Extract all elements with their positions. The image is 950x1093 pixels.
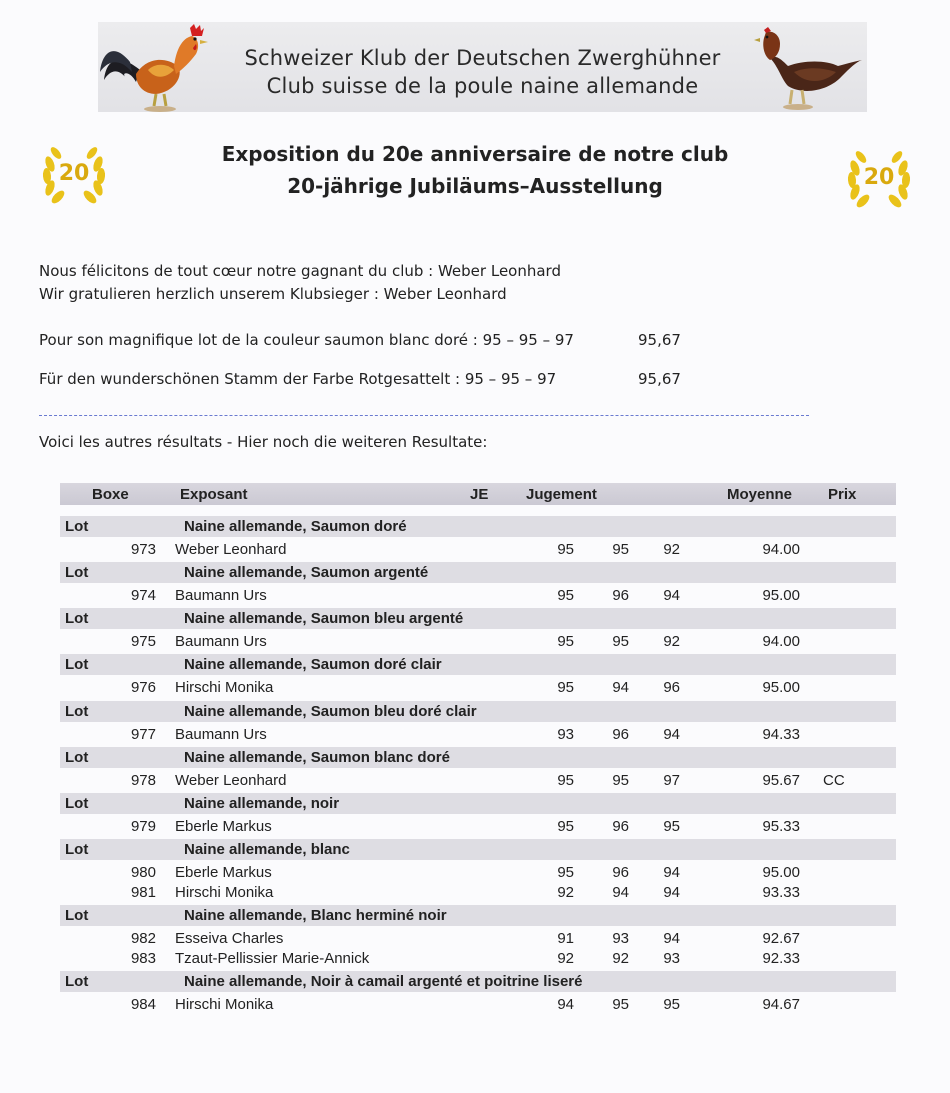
rooster-image <box>100 22 210 112</box>
row-exposant: Esseiva Charles <box>175 930 284 947</box>
row-boxe: 976 <box>130 679 156 696</box>
table-row <box>60 996 896 1016</box>
row-exposant: Eberle Markus <box>175 864 272 881</box>
row-exposant: Hirschi Monika <box>175 884 274 901</box>
congrats-de: Wir gratulieren herzlich unserem Klubsieger : Weber Leonhard <box>39 285 507 303</box>
row-boxe: 979 <box>130 818 156 835</box>
congrats-fr: Nous félicitons de tout cœur notre gagnant du club : Weber Leonhard <box>39 262 561 280</box>
lot-label: Lot <box>65 907 89 924</box>
table-row <box>60 587 896 607</box>
row-moyenne: 92.67 <box>762 930 800 947</box>
lot-label: Lot <box>65 610 89 627</box>
lot-header <box>60 562 896 583</box>
table-row <box>60 633 896 653</box>
lot-header <box>60 747 896 768</box>
lot-title: Naine allemande, Saumon bleu doré clair <box>184 703 477 720</box>
row-judge-1: 92 <box>557 884 574 901</box>
divider <box>39 415 809 416</box>
lot-label: Lot <box>65 656 89 673</box>
header-boxe: Boxe <box>92 486 129 503</box>
lot-title: Naine allemande, Saumon doré clair <box>184 656 442 673</box>
lot-header <box>60 654 896 675</box>
row-judge-3: 95 <box>663 818 680 835</box>
row-judge-3: 92 <box>663 541 680 558</box>
page-title-de: 20-jährige Jubiläums–Ausstellung <box>287 174 663 198</box>
club-name-fr: Club suisse de la poule naine allemande <box>266 74 699 98</box>
row-judge-1: 95 <box>557 541 574 558</box>
row-judge-2: 95 <box>612 996 629 1013</box>
row-boxe: 980 <box>130 864 156 881</box>
lot-label: Lot <box>65 973 89 990</box>
row-judge-2: 96 <box>612 864 629 881</box>
row-judge-2: 95 <box>612 541 629 558</box>
row-moyenne: 93.33 <box>762 884 800 901</box>
row-judge-2: 96 <box>612 818 629 835</box>
row-judge-1: 95 <box>557 818 574 835</box>
row-boxe: 977 <box>130 726 156 743</box>
row-judge-1: 91 <box>557 930 574 947</box>
row-judge-1: 95 <box>557 587 574 604</box>
winning-lot-de-score: 95,67 <box>638 370 681 388</box>
row-boxe: 984 <box>130 996 156 1013</box>
row-boxe: 973 <box>130 541 156 558</box>
laurel-badge-right <box>843 140 915 212</box>
row-judge-1: 93 <box>557 726 574 743</box>
club-name-de: Schweizer Klub der Deutschen Zwerghühner <box>244 46 721 70</box>
row-judge-3: 96 <box>663 679 680 696</box>
lot-title: Naine allemande, blanc <box>184 841 350 858</box>
row-prix: CC <box>823 772 845 789</box>
table-row <box>60 726 896 746</box>
row-moyenne: 94.00 <box>762 541 800 558</box>
lot-title: Naine allemande, noir <box>184 795 340 812</box>
row-boxe: 975 <box>130 633 156 650</box>
row-moyenne: 95.00 <box>762 864 800 881</box>
header-moyenne: Moyenne <box>727 486 793 503</box>
row-moyenne: 95.33 <box>762 818 800 835</box>
row-moyenne: 95.67 <box>762 772 800 789</box>
row-judge-3: 94 <box>663 587 680 604</box>
row-judge-1: 95 <box>557 679 574 696</box>
winning-lot-fr: Pour son magnifique lot de la couleur saumon blanc doré : 95 – 95 – 97 <box>39 331 574 349</box>
row-exposant: Baumann Urs <box>175 633 267 650</box>
lot-header <box>60 905 896 926</box>
lot-label: Lot <box>65 518 89 535</box>
row-boxe: 978 <box>130 772 156 789</box>
row-judge-3: 93 <box>663 950 680 967</box>
row-judge-2: 92 <box>612 950 629 967</box>
winning-lot-de: Für den wunderschönen Stamm der Farbe Rotgesattelt : 95 – 95 – 97 <box>39 370 557 388</box>
row-moyenne: 94.67 <box>762 996 800 1013</box>
row-judge-3: 95 <box>663 996 680 1013</box>
winning-lot-fr-score: 95,67 <box>638 331 681 349</box>
row-exposant: Baumann Urs <box>175 587 267 604</box>
row-judge-3: 94 <box>663 726 680 743</box>
results-intro: Voici les autres résultats - Hier noch die weiteren Resultate: <box>39 433 488 451</box>
row-judge-2: 93 <box>612 930 629 947</box>
lot-title: Naine allemande, Blanc herminé noir <box>184 907 447 924</box>
page-title-fr: Exposition du 20e anniversaire de notre club <box>221 142 729 166</box>
lot-title: Naine allemande, Saumon doré <box>184 518 407 535</box>
table-row <box>60 541 896 561</box>
row-moyenne: 95.00 <box>762 587 800 604</box>
header-jugement: Jugement <box>526 486 597 503</box>
row-boxe: 981 <box>130 884 156 901</box>
header-exposant: Exposant <box>180 486 248 503</box>
row-judge-2: 96 <box>612 587 629 604</box>
row-moyenne: 95.00 <box>762 679 800 696</box>
lot-header <box>60 608 896 629</box>
row-moyenne: 94.00 <box>762 633 800 650</box>
row-judge-3: 97 <box>663 772 680 789</box>
row-judge-1: 95 <box>557 864 574 881</box>
row-judge-3: 94 <box>663 864 680 881</box>
table-row <box>60 930 896 950</box>
row-judge-1: 95 <box>557 772 574 789</box>
lot-label: Lot <box>65 564 89 581</box>
lot-title: Naine allemande, Saumon bleu argenté <box>184 610 464 627</box>
table-row <box>60 818 896 838</box>
badge-number-left: 20 <box>58 161 90 186</box>
row-exposant: Eberle Markus <box>175 818 272 835</box>
hen-image <box>752 24 864 112</box>
results-table-header <box>60 483 896 505</box>
row-boxe: 983 <box>130 950 156 967</box>
table-row <box>60 884 896 904</box>
lot-header <box>60 839 896 860</box>
badge-number-right: 20 <box>863 165 895 190</box>
row-judge-2: 94 <box>612 679 629 696</box>
lot-header <box>60 701 896 722</box>
lot-label: Lot <box>65 749 89 766</box>
row-judge-3: 92 <box>663 633 680 650</box>
row-judge-1: 92 <box>557 950 574 967</box>
table-row <box>60 950 896 970</box>
lot-header <box>60 793 896 814</box>
row-exposant: Hirschi Monika <box>175 996 274 1013</box>
row-boxe: 974 <box>130 587 156 604</box>
row-judge-2: 96 <box>612 726 629 743</box>
row-exposant: Weber Leonhard <box>175 772 287 789</box>
header-je: JE <box>470 486 489 503</box>
row-moyenne: 92.33 <box>762 950 800 967</box>
row-exposant: Tzaut-Pellissier Marie-Annick <box>175 950 370 967</box>
row-exposant: Hirschi Monika <box>175 679 274 696</box>
lot-header <box>60 516 896 537</box>
lot-header <box>60 971 896 992</box>
row-exposant: Weber Leonhard <box>175 541 287 558</box>
row-judge-2: 95 <box>612 633 629 650</box>
row-judge-3: 94 <box>663 930 680 947</box>
lot-label: Lot <box>65 795 89 812</box>
row-judge-1: 94 <box>557 996 574 1013</box>
row-judge-2: 94 <box>612 884 629 901</box>
table-row <box>60 864 896 884</box>
row-judge-3: 94 <box>663 884 680 901</box>
lot-label: Lot <box>65 841 89 858</box>
lot-title: Naine allemande, Saumon blanc doré <box>184 749 450 766</box>
row-boxe: 982 <box>130 930 156 947</box>
header-prix: Prix <box>828 486 857 503</box>
row-judge-1: 95 <box>557 633 574 650</box>
row-moyenne: 94.33 <box>762 726 800 743</box>
lot-title: Naine allemande, Noir à camail argenté et poitrine liseré <box>184 973 583 990</box>
row-judge-2: 95 <box>612 772 629 789</box>
table-row <box>60 679 896 699</box>
row-exposant: Baumann Urs <box>175 726 267 743</box>
lot-title: Naine allemande, Saumon argenté <box>184 564 429 581</box>
table-row <box>60 772 896 792</box>
lot-label: Lot <box>65 703 89 720</box>
